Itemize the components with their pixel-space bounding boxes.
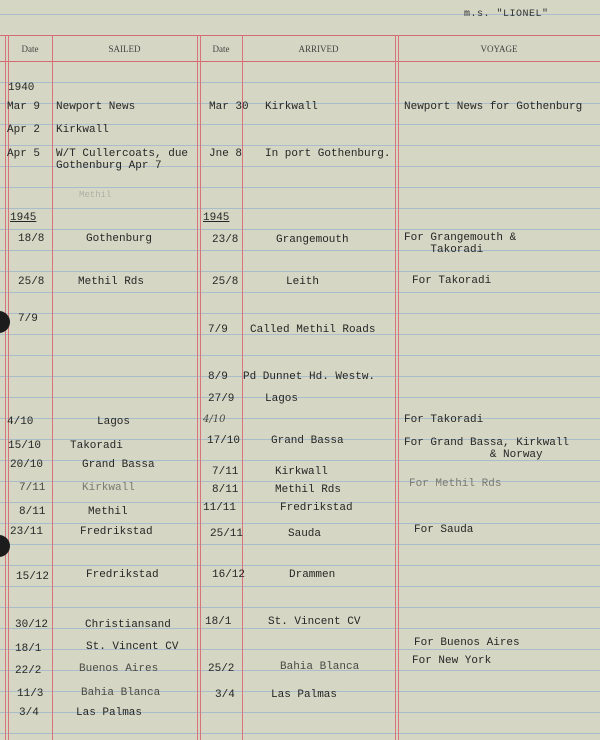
arrived-date: 17/10 (207, 435, 241, 447)
sailed-port: Newport News (56, 101, 136, 113)
rule-left-margin (5, 35, 6, 740)
sailed-date: 30/12 (15, 619, 49, 631)
sailed-date: 23/11 (10, 526, 44, 538)
arrived-port: Called Methil Roads (250, 324, 376, 336)
rule-left-margin-2 (8, 35, 9, 740)
arrived-date: 8/11 (212, 484, 239, 496)
sailed-date: Apr 5 (7, 148, 41, 160)
voyage-note: Newport News for Gothenburg (404, 101, 583, 113)
voyage-note: For Grand Bassa, Kirkwall & Norway (404, 437, 570, 461)
sailed-port: St. Vincent CV (86, 641, 179, 653)
arrived-port: Kirkwall (265, 101, 318, 113)
rule-arrived-2 (398, 35, 399, 740)
header-arrived: ARRIVED (298, 44, 339, 54)
arrived-date: 18/1 (205, 616, 232, 628)
voyage-note: For Takoradi (412, 275, 492, 287)
year-1945-sailed: 1945 (10, 212, 37, 224)
sailed-date: 11/3 (17, 688, 44, 700)
voyage-note: For Grangemouth & Takoradi (404, 232, 517, 256)
sailed-date: 20/10 (10, 459, 44, 471)
voyage-note: For Buenos Aires (414, 637, 520, 649)
sailed-port: Kirkwall (56, 124, 109, 136)
header-sailed: SAILED (108, 44, 141, 54)
sailed-port: Methil Rds (78, 276, 145, 288)
header-voyage: VOYAGE (480, 44, 518, 54)
arrived-date: 25/8 (212, 276, 239, 288)
arrived-port: Lagos (265, 393, 299, 405)
sailed-date: Apr 2 (7, 124, 41, 136)
sailed-port: W/T Cullercoats, due Gothenburg Apr 7 (56, 148, 189, 172)
rule-arrived (395, 35, 396, 740)
sailed-date: 8/11 (19, 506, 46, 518)
sailed-port: Christiansand (85, 619, 171, 631)
rule-arrived-date (242, 35, 243, 740)
arrived-port: Pd Dunnet Hd. Westw. (243, 371, 376, 383)
rule-sailed-date (52, 35, 53, 740)
arrived-port: Leith (286, 276, 320, 288)
header-top-rule (0, 35, 600, 36)
header-arrived-date: Date (212, 44, 230, 54)
sailed-date: 22/2 (15, 665, 42, 677)
arrived-date: 25/2 (208, 663, 235, 675)
sailed-date: 18/1 (15, 643, 42, 655)
sailed-date: 25/8 (18, 276, 45, 288)
voyage-note: For Methil Rds (409, 478, 502, 490)
arrived-date: 7/11 (212, 466, 239, 478)
voyage-note: For Sauda (414, 524, 474, 536)
arrived-date: 27/9 (208, 393, 235, 405)
sailed-date: 15/10 (8, 440, 42, 452)
voyage-note: For New York (412, 655, 492, 667)
arrived-port: St. Vincent CV (268, 616, 361, 628)
sailed-date: 7/9 (18, 313, 38, 325)
arrived-port: Fredrikstad (280, 502, 353, 514)
arrived-port: Grangemouth (276, 234, 349, 246)
arrived-date: 25/11 (210, 528, 244, 540)
sailed-date: 18/8 (18, 233, 45, 245)
sailed-port: Kirkwall (82, 482, 135, 494)
sailed-date: 3/4 (19, 707, 39, 719)
header-bottom-rule (0, 61, 600, 62)
arrived-port: Bahia Blanca (280, 661, 360, 673)
sailed-port: Takoradi (70, 440, 123, 452)
sailed-date: 15/12 (16, 571, 50, 583)
arrived-port: Methil Rds (275, 484, 342, 496)
rule-sailed-2 (200, 35, 201, 740)
arrived-port: In port Gothenburg. (265, 148, 391, 160)
sailed-port: Lagos (97, 416, 131, 428)
sailed-date: 4/10 (7, 416, 34, 428)
arrived-date: 16/12 (212, 569, 246, 581)
arrived-date: 23/8 (212, 234, 239, 246)
sailed-port: Buenos Aires (79, 663, 159, 675)
sailed-port: Las Palmas (76, 707, 143, 719)
sailed-date: Mar 9 (7, 101, 41, 113)
sailed-port: Fredrikstad (80, 526, 153, 538)
arrived-port: Grand Bassa (271, 435, 344, 447)
arrived-port: Las Palmas (271, 689, 338, 701)
arrived-port: Sauda (288, 528, 322, 540)
sailed-port: Gothenburg (86, 233, 153, 245)
voyage-note: For Takoradi (404, 414, 484, 426)
ship-title: m.s. "LIONEL" (464, 9, 549, 20)
sailed-port: Grand Bassa (82, 459, 155, 471)
rule-sailed (197, 35, 198, 740)
faint-note: Methil (79, 190, 112, 200)
arrived-date-handwritten: 4/10 (203, 414, 226, 425)
arrived-date: 7/9 (208, 324, 228, 336)
header-sailed-date: Date (21, 44, 39, 54)
sailed-date: 7/11 (19, 482, 46, 494)
arrived-date: 11/11 (203, 502, 237, 514)
arrived-date: 8/9 (208, 371, 228, 383)
year-1940: 1940 (8, 82, 35, 94)
arrived-date: 3/4 (215, 689, 235, 701)
arrived-port: Drammen (289, 569, 336, 581)
year-1945-arrived: 1945 (203, 212, 230, 224)
sailed-port: Fredrikstad (86, 569, 159, 581)
sailed-port: Methil (88, 506, 128, 518)
arrived-port: Kirkwall (275, 466, 328, 478)
arrived-date: Jne 8 (209, 148, 243, 160)
arrived-date: Mar 30 (209, 101, 249, 113)
sailed-port: Bahia Blanca (81, 687, 161, 699)
